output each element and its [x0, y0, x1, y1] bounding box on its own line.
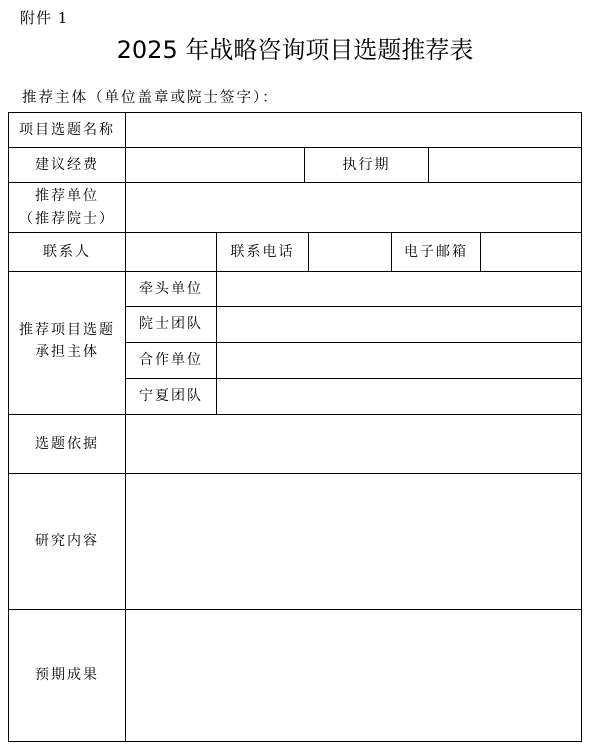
- ningxia-team-label: 宁夏团队: [139, 388, 203, 405]
- lead-unit-label: 牵头单位: [139, 280, 203, 297]
- academician-team-label: 院士团队: [139, 316, 203, 333]
- budget-field[interactable]: [126, 148, 304, 182]
- contact-label: 联系人: [43, 243, 91, 260]
- email-label: 电子邮箱: [404, 243, 468, 260]
- expected-outcomes-field[interactable]: [126, 610, 581, 741]
- recommendation-form: [8, 112, 582, 742]
- period-label: 执行期: [342, 156, 391, 173]
- recommending-unit-field[interactable]: [126, 183, 581, 232]
- lead-unit-field[interactable]: [217, 272, 581, 306]
- table-border: [8, 741, 582, 742]
- partner-unit-field[interactable]: [217, 343, 581, 378]
- phone-label: 联系电话: [230, 243, 295, 260]
- recommending-unit-label-line2: （推荐院士）: [19, 210, 115, 227]
- recommender-label: 推荐主体（单位盖章或院士签字）：: [22, 90, 279, 106]
- research-content-field[interactable]: [126, 474, 581, 609]
- undertaker-label-line1: 推荐项目选题: [19, 322, 115, 338]
- undertaker-label: [9, 272, 125, 414]
- basis-field[interactable]: [126, 415, 581, 473]
- page-title: 2025 年战略咨询项目选题推荐表: [116, 36, 474, 64]
- topic-name-field[interactable]: [126, 113, 581, 147]
- topic-name-label: 项目选题名称: [19, 121, 115, 138]
- recommending-unit-label-line1: 推荐单位: [35, 188, 99, 205]
- expected-outcomes-label: 预期成果: [35, 667, 99, 684]
- attachment-label: 附件 1: [20, 9, 69, 27]
- period-field[interactable]: [429, 148, 581, 182]
- email-field[interactable]: [481, 233, 581, 271]
- ningxia-team-field[interactable]: [217, 379, 581, 414]
- phone-field[interactable]: [309, 233, 391, 271]
- contact-field[interactable]: [126, 233, 216, 271]
- research-content-label: 研究内容: [35, 533, 99, 550]
- table-border: [581, 112, 582, 742]
- undertaker-label-line2: 承担主体: [35, 344, 99, 361]
- academician-team-field[interactable]: [217, 307, 581, 342]
- partner-unit-label: 合作单位: [139, 352, 203, 369]
- basis-label: 选题依据: [35, 435, 99, 452]
- recommending-unit-label: [9, 183, 125, 232]
- budget-label: 建议经费: [35, 156, 99, 173]
